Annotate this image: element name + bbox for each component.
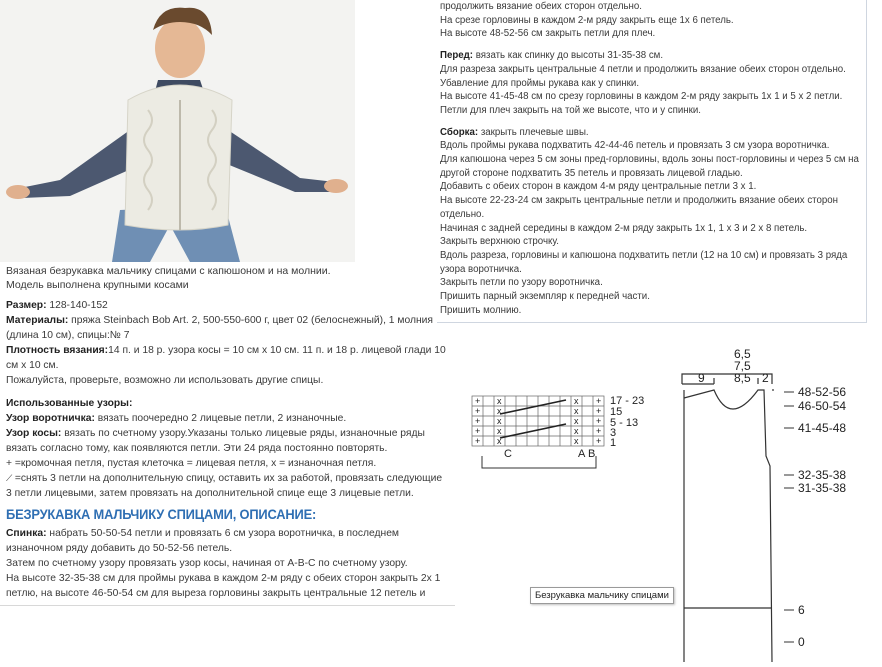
purl-stitch-mark: x — [497, 396, 502, 406]
patterns-title — [6, 396, 446, 411]
col-label: A — [578, 448, 586, 460]
measure-label: 6,5 — [734, 347, 751, 361]
edge-stitch-mark: + — [596, 416, 602, 426]
back-line-3: На высоте 32-35-38 см для проймы рукава в каждом 2-м ряду с обеих сторон закрыть 2х 1 петлю, на высоте 46-50-54 см для выреза горловины закрыть центральные 12 петель и — [6, 573, 441, 599]
purl-stitch-mark: x — [497, 416, 502, 426]
front-line — [440, 49, 870, 63]
right-description — [440, 0, 870, 317]
collar-line — [6, 411, 446, 426]
row-label: 3 — [610, 427, 617, 439]
height-label: 6 — [798, 603, 805, 617]
height-label: 31-35-38 — [798, 481, 847, 495]
density-value: 14 п. и 18 р. узора косы = 10 см х 10 см. 11 п. и 18 р. лицевой глади 10 см х 10 см. — [6, 345, 446, 371]
text-line: Пришить молнию. — [440, 304, 522, 316]
text-line: Добавить с обеих сторон в каждом 4-м ряду центральные петли 3 х 1. — [440, 181, 757, 193]
measure-label: 2 — [762, 371, 769, 385]
density-line — [6, 343, 446, 373]
height-label: 41-45-48 — [798, 421, 847, 435]
height-label: 46-50-54 — [798, 399, 847, 413]
back-line-1 — [6, 526, 446, 556]
height-label: 0 — [798, 635, 805, 649]
size-line — [6, 298, 446, 313]
measure-label: 9 — [698, 371, 705, 385]
garment-schematic — [682, 374, 774, 662]
photo-caption — [6, 264, 351, 292]
text-line: Закрыть верхнюю строчку. — [440, 236, 559, 248]
purl-stitch-mark: x — [574, 416, 579, 426]
materials-label: Материалы: — [6, 315, 69, 326]
size-value: 128-140-152 — [46, 300, 108, 311]
divider — [0, 605, 455, 606]
assembly-label: Сборка: — [440, 126, 479, 138]
legend-line-2-text: =снять 3 петли на дополнительную спицу, оставить их за работой, провязать следующие 3 петли лицевыми, затем провязать на дополнительной спице еще 3 лицевые петли. — [6, 473, 443, 499]
row-label: 5 - 13 — [610, 417, 639, 429]
text-line: Вдоль проймы рукава подхватить 42-44-46 петель и провязать 3 см узора воротничка. — [440, 140, 830, 152]
purl-stitch-mark: x — [497, 426, 502, 436]
cable-line — [6, 426, 446, 456]
edge-stitch-mark: + — [475, 416, 481, 426]
text-line: Начиная с задней середины в каждом 2-м ряду закрыть 1х 1, 1 х 3 и 2 х 8 петель. — [440, 222, 808, 234]
text-line: На высоте 41-45-48 см по срезу горловины в каждом 2-м ряду закрыть 1х 1 и 5 х 2 петли. — [440, 91, 843, 103]
density-label: Плотность вязания: — [6, 345, 109, 356]
text-line: На высоте 22-23-24 см закрыть центральные петли и продолжить вязание обеих сторон отдельно. — [440, 195, 839, 220]
height-label: 48-52-56 — [798, 385, 847, 399]
section-heading: БЕЗРУКАВКА МАЛЬЧИКУ СПИЦАМИ, ОПИСАНИЕ: — [6, 506, 317, 522]
collar-value: вязать поочередно 2 лицевые петли, 2 изнаночные. — [94, 413, 347, 424]
knitting-diagram — [462, 338, 882, 662]
check-note: Пожалуйста, проверьте, возможно ли использовать другие спицы. — [6, 375, 324, 386]
purl-stitch-mark: x — [574, 396, 579, 406]
materials-value: пряжа Steinbach Bob Art. 2, 500-550-600 г, цвет 02 (белоснежный), 1 молния (длина 10 см), спицы:№ 7 — [6, 315, 433, 341]
collar-label: Узор воротничка: — [6, 413, 95, 424]
caption-line: Вязаная безрукавка мальчику спицами с капюшоном и на молнии. — [6, 265, 331, 277]
cable-cross-icon: ⟋ — [6, 473, 15, 483]
caption-line: Модель выполнена крупными косами — [6, 279, 189, 291]
edge-stitch-mark: + — [475, 396, 481, 406]
back-value: набрать 50-50-54 петли и провязать 6 см узора воротничка, в последнем изнаночном ряду добавить до 50-52-56 петель. — [6, 528, 400, 554]
edge-stitch-mark: + — [596, 426, 602, 436]
cable-label: Узор косы: — [6, 428, 62, 439]
divider — [866, 0, 867, 323]
measure-label: 8,5 — [734, 371, 751, 385]
text-line: На высоте 48-52-56 см закрыть петли для плеч. — [440, 28, 656, 40]
text-line: Для капюшона через 5 см зоны пред-горловины, вдоль зоны пост-горловины и через 5 см на другой стороне подхватить 35 петель и провязать лицевой гладью. — [440, 154, 859, 179]
edge-stitch-mark: + — [596, 396, 602, 406]
text-line: Убавление для проймы рукава как у спинки. — [440, 77, 640, 89]
image-tooltip: Безрукавка мальчику спицами — [530, 587, 674, 604]
text-line: На срезе горловины в каждом 2-м ряду закрыть еще 1х 6 петель. — [440, 14, 734, 26]
row-label: 1 — [610, 437, 617, 449]
text-line: Петли для плеч закрыть на той же высоте, что и у спинки. — [440, 104, 701, 116]
edge-stitch-mark: + — [475, 426, 481, 436]
divider — [437, 322, 867, 323]
legend-line-2 — [6, 471, 446, 501]
col-label: B — [588, 448, 596, 460]
purl-stitch-mark: x — [574, 436, 579, 446]
front-value: вязать как спинку до высоты 31-35-38 см. — [473, 50, 664, 62]
cable-value: вязать по счетному узору.Указаны только лицевые ряды, изнаночные ряды вязать согласно тому, как появляются петли. Эти 24 ряда постоянно повторять. — [6, 428, 425, 454]
col-label: C — [504, 448, 512, 460]
cable-cross-line — [500, 400, 566, 414]
edge-stitch-mark: + — [475, 436, 481, 446]
edge-stitch-mark: + — [596, 436, 602, 446]
size-label: Размер: — [6, 300, 47, 311]
row-label: 17 - 23 — [610, 395, 645, 407]
row-label: 15 — [610, 406, 623, 418]
legend-line-1: + =кромочная петля, пустая клеточка = лицевая петля, х = изнаночная петля. — [6, 458, 377, 469]
patterns-title-text: Использованные узоры: — [6, 398, 133, 409]
text-line: Вдоль разреза, горловины и капюшона подхватить петли (12 на 10 см) и провязать 3 ряда узора воротничка. — [440, 249, 848, 275]
purl-stitch-mark: x — [574, 426, 579, 436]
assembly-value: закрыть плечевые швы. — [478, 126, 589, 138]
purl-stitch-mark: x — [574, 406, 579, 416]
edge-stitch-mark: + — [475, 406, 481, 416]
product-photo — [0, 0, 355, 262]
measure-label: 7,5 — [734, 359, 751, 373]
text-line: продолжить вязание обеих сторон отдельно. — [440, 1, 642, 12]
purl-stitch-mark: x — [497, 406, 502, 416]
height-label: 32-35-38 — [798, 468, 847, 482]
materials-line — [6, 313, 446, 343]
left-description — [6, 298, 446, 601]
text-line: Закрыть петли по узору воротничка. — [440, 277, 603, 289]
back-label: Спинка: — [6, 528, 47, 539]
front-label: Перед: — [440, 50, 474, 62]
back-line-2: Затем по счетному узору провязать узор косы, начиная от А-В-С по счетному узору. — [6, 558, 408, 569]
text-line: Пришить парный экземпляр к передней части. — [440, 291, 650, 303]
edge-stitch-mark: + — [596, 406, 602, 416]
boy-in-knitted-vest-photo — [0, 0, 355, 262]
text-line: Для разреза закрыть центральные 4 петли и продолжить вязание обеих сторон отдельно. — [440, 63, 846, 75]
purl-stitch-mark: x — [497, 436, 502, 446]
stitch-chart — [472, 396, 604, 446]
assembly-line — [440, 126, 870, 140]
